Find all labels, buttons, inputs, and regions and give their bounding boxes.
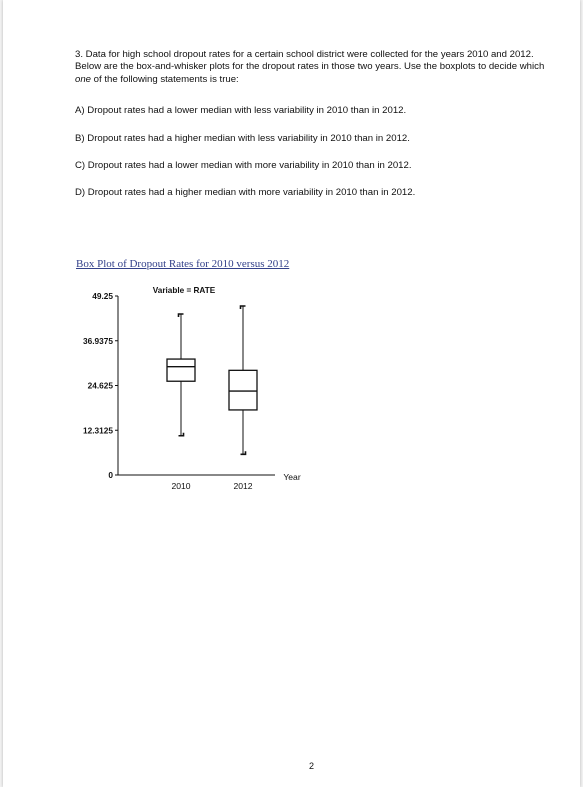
chart-subtitle: Variable = RATE bbox=[152, 286, 216, 295]
y-tick-label: 36.9375 bbox=[83, 335, 113, 346]
iqr-box bbox=[167, 359, 195, 381]
chart-title: Box Plot of Dropout Rates for 2010 versus 2012 bbox=[76, 258, 290, 270]
box-plot-chart bbox=[3, 0, 580, 787]
question-prefix: 3. Data for high school dropout rates for a certain school district were collected for the years 2010 and 2012. Below are the box-and-whisker plots for the dropout rates in those two years. Use the boxplots to decide which bbox=[75, 49, 545, 73]
x-tick-label: 2012 bbox=[233, 481, 253, 491]
y-tick-label: 24.625 bbox=[87, 380, 113, 391]
document-page bbox=[3, 0, 580, 787]
y-tick-label: 49.25 bbox=[92, 291, 113, 301]
option-b: B) Dropout rates had a higher median with less variability in 2010 than in 2012. bbox=[75, 133, 410, 144]
iqr-box bbox=[229, 370, 257, 410]
question-emphasis: one bbox=[75, 73, 92, 85]
y-tick-label: 12.3125 bbox=[83, 425, 113, 436]
option-a: A) Dropout rates had a lower median with less variability in 2010 than in 2012. bbox=[75, 105, 407, 116]
y-tick-label: 0 bbox=[108, 470, 113, 480]
page-number: 2 bbox=[309, 761, 315, 771]
option-d: D) Dropout rates had a higher median with more variability in 2010 than in 2012. bbox=[75, 187, 416, 198]
option-c: C) Dropout rates had a lower median with more variability in 2010 than in 2012. bbox=[75, 160, 412, 171]
question-suffix: of the following statements is true: bbox=[91, 73, 239, 85]
x-tick-label: 2010 bbox=[171, 481, 191, 491]
x-axis-label: Year bbox=[283, 472, 301, 482]
